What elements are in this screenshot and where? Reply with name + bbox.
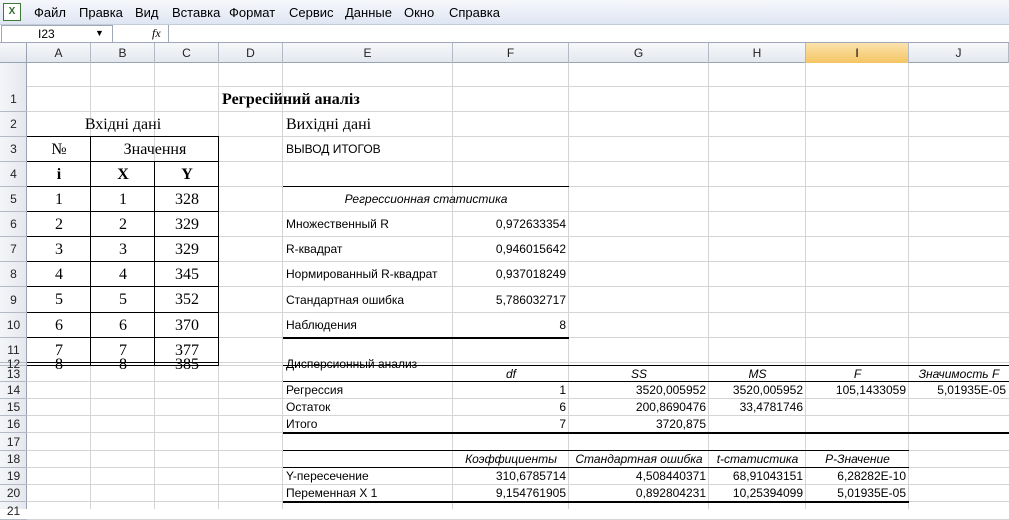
y-label[interactable]: Y xyxy=(181,166,193,183)
anova-value[interactable]: 1 xyxy=(559,383,566,397)
menu-tools[interactable]: Сервис xyxy=(289,5,334,20)
row-header-4[interactable]: 4 xyxy=(0,162,27,187)
input-y-cell[interactable]: 329 xyxy=(175,241,199,258)
coef-row-label[interactable]: Y-пересечение xyxy=(286,469,369,483)
input-y-cell[interactable]: 377 xyxy=(175,342,199,359)
anova-value[interactable]: 105,1433059 xyxy=(835,383,906,397)
dropdown-arrow-icon[interactable]: ▼ xyxy=(95,28,104,38)
input-y-cell[interactable]: 328 xyxy=(175,191,199,208)
menu-view[interactable]: Вид xyxy=(135,5,159,20)
row-header-11[interactable]: 11 xyxy=(0,338,27,363)
formula-bar xyxy=(0,25,1009,43)
coef-header[interactable]: Стандартная ошибка xyxy=(575,452,703,466)
coef-value[interactable]: 0,892804231 xyxy=(635,486,706,500)
anova-value[interactable]: 5,01935E-05 xyxy=(937,383,1006,397)
reg-stat-value[interactable]: 0,972633354 xyxy=(495,217,566,231)
reg-stats-title[interactable]: Регрессионная статистика xyxy=(344,192,508,206)
i-label[interactable]: i xyxy=(56,166,62,183)
excel-app-icon[interactable]: X xyxy=(3,3,21,21)
formula-input[interactable] xyxy=(168,25,1009,43)
column-header-d[interactable]: D xyxy=(219,43,283,63)
input-x-cell[interactable]: 5 xyxy=(119,291,127,308)
column-header-h[interactable]: H xyxy=(709,43,806,63)
input-y-cell[interactable]: 345 xyxy=(175,266,199,283)
select-all-corner[interactable] xyxy=(0,43,27,63)
input-x-cell[interactable]: 7 xyxy=(119,342,127,359)
reg-stat-value[interactable]: 8 xyxy=(559,318,566,332)
values-label[interactable]: Значення xyxy=(123,141,187,158)
anova-value[interactable] xyxy=(806,416,909,433)
anova-value[interactable] xyxy=(909,399,1009,416)
menu-file[interactable]: Файл xyxy=(34,5,66,20)
input-i-cell[interactable]: 1 xyxy=(55,191,63,208)
input-i-cell[interactable]: 5 xyxy=(55,291,63,308)
coef-header[interactable]: P-Значение xyxy=(825,452,890,466)
anova-value[interactable]: 3720,875 xyxy=(655,417,706,431)
anova-value[interactable]: 200,8690476 xyxy=(635,400,706,414)
reg-stat-value[interactable]: 0,937018249 xyxy=(495,267,566,281)
input-x-cell[interactable]: 1 xyxy=(119,191,127,208)
reg-stat-label[interactable]: Нормированный R-квадрат xyxy=(286,267,438,281)
menu-data[interactable]: Данные xyxy=(345,5,392,20)
row-header-19[interactable]: 19 xyxy=(0,468,27,485)
anova-value[interactable] xyxy=(709,416,806,433)
input-x-cell[interactable]: 8 xyxy=(119,356,127,373)
row-header-3[interactable]: 3 xyxy=(0,137,27,162)
row-header-18[interactable]: 18 xyxy=(0,451,27,468)
fx-icon[interactable]: fx xyxy=(152,26,161,40)
input-x-cell[interactable]: 2 xyxy=(119,216,127,233)
spreadsheet-grid[interactable] xyxy=(27,63,1009,509)
anova-value[interactable] xyxy=(806,399,909,416)
menu-edit[interactable]: Правка xyxy=(79,5,123,20)
coef-value[interactable]: 4,508440371 xyxy=(635,469,706,483)
no-label[interactable]: № xyxy=(51,141,67,158)
coef-value[interactable]: 6,28282E-10 xyxy=(837,469,906,483)
name-box-value: I23 xyxy=(38,27,55,41)
anova-value[interactable]: 7 xyxy=(559,417,566,431)
anova-header[interactable]: MS xyxy=(748,367,767,381)
row-header-2[interactable]: 2 xyxy=(0,112,27,137)
input-i-cell[interactable]: 3 xyxy=(55,241,63,258)
reg-stat-value[interactable]: 0,946015642 xyxy=(495,242,566,256)
menu-insert[interactable]: Вставка xyxy=(172,5,221,20)
column-header-b[interactable]: B xyxy=(91,43,155,63)
gridline xyxy=(27,86,1009,87)
input-header[interactable]: Вхідні дані xyxy=(84,116,162,133)
anova-header[interactable]: F xyxy=(853,367,862,381)
summary-title[interactable]: ВЫВОД ИТОГОВ xyxy=(286,142,381,156)
input-y-cell[interactable]: 352 xyxy=(175,291,199,308)
coef-value[interactable]: 5,01935E-05 xyxy=(837,486,906,500)
input-i-cell[interactable]: 8 xyxy=(55,356,63,373)
input-y-cell[interactable]: 329 xyxy=(175,216,199,233)
anova-value[interactable]: 3520,005952 xyxy=(635,383,706,397)
coef-value[interactable]: 9,154761905 xyxy=(495,486,566,500)
column-header-a[interactable]: A xyxy=(27,43,91,63)
anova-row-label[interactable]: Итого xyxy=(286,417,318,431)
anova-header[interactable]: Значимость F xyxy=(918,367,1000,381)
anova-value[interactable]: 33,4781746 xyxy=(739,400,803,414)
coef-header[interactable]: Коэффициенты xyxy=(465,452,557,466)
column-header-e[interactable]: E xyxy=(283,43,453,63)
row-header-6[interactable]: 6 xyxy=(0,212,27,237)
menu-format[interactable]: Формат xyxy=(229,5,276,20)
anova-value[interactable]: 3520,005952 xyxy=(732,383,803,397)
column-header-j[interactable]: J xyxy=(909,43,1009,63)
x-label[interactable]: X xyxy=(117,166,129,183)
row-header-13[interactable]: 13 xyxy=(0,366,27,382)
input-y-cell[interactable]: 385 xyxy=(175,356,199,373)
reg-stat-label[interactable]: R-квадрат xyxy=(286,242,343,256)
input-y-cell[interactable]: 370 xyxy=(175,317,199,334)
row-header-17[interactable]: 17 xyxy=(0,433,27,451)
anova-header[interactable]: SS xyxy=(630,367,647,381)
coef-value[interactable]: 10,25394099 xyxy=(732,486,803,500)
input-i-cell[interactable]: 6 xyxy=(55,317,63,334)
reg-stat-label[interactable]: Стандартная ошибка xyxy=(286,293,405,307)
coef-value[interactable]: 68,91043151 xyxy=(732,469,803,483)
row-header-16[interactable]: 16 xyxy=(0,416,27,433)
column-headers xyxy=(0,43,1009,63)
anova-header[interactable]: df xyxy=(505,367,516,381)
input-x-cell[interactable]: 6 xyxy=(119,317,127,334)
reg-stat-value[interactable]: 5,786032717 xyxy=(495,293,566,307)
row-header-9[interactable]: 9 xyxy=(0,287,27,313)
reg-stat-label[interactable]: Наблюдения xyxy=(286,318,357,332)
anova-row-label[interactable]: Регрессия xyxy=(286,383,344,397)
row-headers xyxy=(0,63,27,518)
row-header-1[interactable]: 1 xyxy=(0,87,27,112)
menu-bar xyxy=(0,0,1009,25)
input-i-cell[interactable]: 2 xyxy=(55,216,63,233)
row-header-12[interactable]: 12 xyxy=(0,363,27,366)
row-header-14[interactable]: 14 xyxy=(0,382,27,399)
input-x-cell[interactable]: 3 xyxy=(119,241,127,258)
coef-header[interactable]: t-статистика xyxy=(716,452,799,466)
coef-value[interactable]: 310,6785714 xyxy=(495,469,566,483)
anova-value[interactable]: 6 xyxy=(559,400,566,414)
menu-help[interactable]: Справка xyxy=(449,5,500,20)
row-header-21[interactable]: 21 xyxy=(0,502,27,520)
row-header-15[interactable]: 15 xyxy=(0,399,27,416)
sheet-title[interactable]: Регресійний аналіз xyxy=(222,91,360,108)
coef-row-label[interactable]: Переменная X 1 xyxy=(286,486,378,500)
input-i-cell[interactable]: 4 xyxy=(55,266,63,283)
column-header-c[interactable]: C xyxy=(155,43,219,63)
row-header-7[interactable]: 7 xyxy=(0,237,27,262)
row-header-5[interactable]: 5 xyxy=(0,187,27,212)
column-header-g[interactable]: G xyxy=(569,43,709,63)
row-header-20[interactable]: 20 xyxy=(0,485,27,502)
anova-value[interactable] xyxy=(909,416,1009,433)
column-header-f[interactable]: F xyxy=(453,43,569,63)
anova-title[interactable]: Дисперсионный анализ xyxy=(286,357,418,371)
row-header-8[interactable]: 8 xyxy=(0,262,27,287)
row-header-10[interactable]: 10 xyxy=(0,313,27,338)
menu-window[interactable]: Окно xyxy=(404,5,435,20)
input-i-cell[interactable]: 7 xyxy=(55,342,63,359)
reg-stat-label[interactable]: Множественный R xyxy=(286,217,389,231)
column-header-i[interactable]: I xyxy=(806,43,909,63)
anova-row-label[interactable]: Остаток xyxy=(286,400,331,414)
input-x-cell[interactable]: 4 xyxy=(119,266,127,283)
output-header[interactable]: Вихідні дані xyxy=(286,116,372,133)
